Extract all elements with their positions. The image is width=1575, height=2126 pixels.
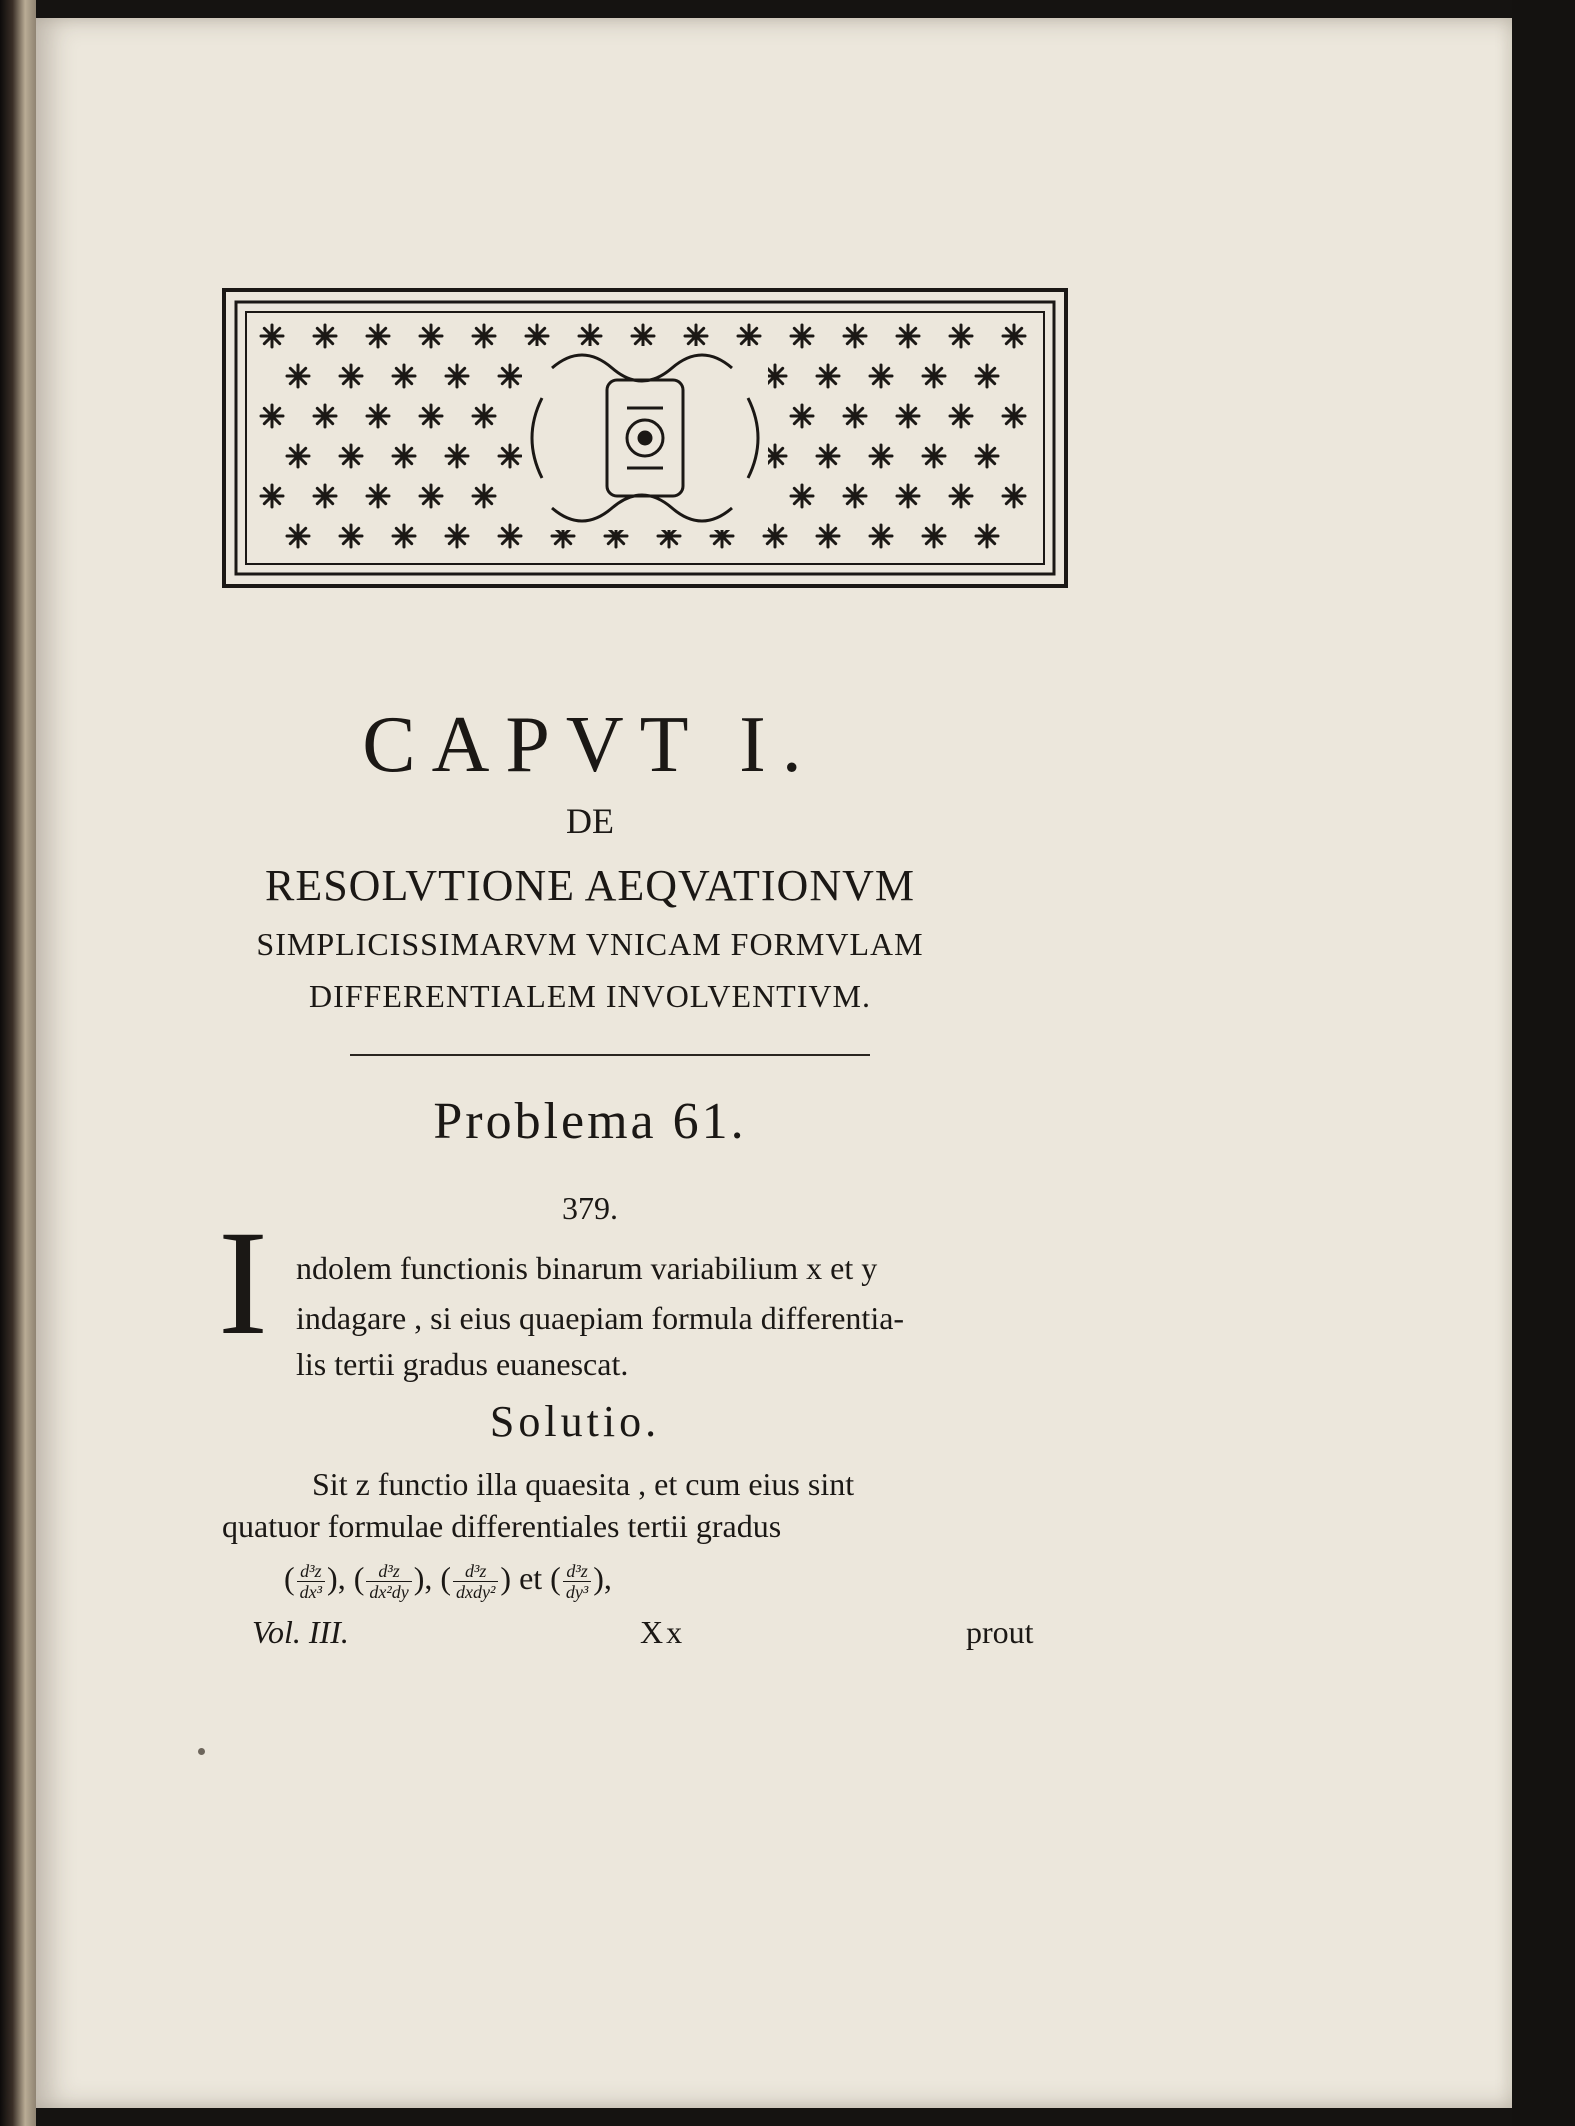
fraction-numerator: d³z [453,1561,498,1582]
fraction-numerator: d³z [563,1561,591,1582]
formula-fraction [453,1561,498,1602]
heading-line-3: DIFFERENTIALEM INVOLVENTIVM. [309,978,871,1014]
paragraph-line: ndolem functionis binarum variabilium x et y [296,1250,878,1286]
formula-connector: et [519,1560,543,1596]
formula-fraction [563,1561,591,1602]
paragraph-line: indagare , si eius quaepiam formula differentia- [296,1300,905,1336]
paragraph-line: lis tertii gradus euanescat. [296,1346,629,1382]
heading-de: DE [566,801,614,841]
heading-line-1: RESOLVTIONE AEQVATIONVM [264,861,916,910]
drop-cap: I [218,1200,268,1366]
heading-line-2: SIMPLICISSIMARVM VNICAM FORMVLAM [256,926,924,962]
footer-volume: Vol. III. [252,1614,349,1650]
formula-row: ( $\frac{\text{d³z}}{\text{dx³}}$ ), ( $\frac{\text{d³z}}{\text{dx²dy}}$ ), ( $\frac{\text{d³z}}{\text{dxdy²}}$ ) et ( $\frac{\text{d³z}}{\text{dy³}}$ ), [284,1560,612,1603]
fraction-numerator: d³z [366,1561,411,1582]
fraction-denominator: dy³ [565,1582,589,1603]
section-divider [350,1054,870,1056]
section-number: 379. [562,1190,618,1226]
chapter-title: CAPVT I. [362,701,818,789]
fraction-numerator: d³z [297,1561,325,1582]
fraction-denominator: dxdy² [456,1582,496,1603]
lattice-star-ornament-icon [222,288,1068,588]
book-gutter [0,0,36,2126]
paper-spot [198,1748,205,1755]
fraction-denominator: dx²dy [369,1582,409,1603]
solution-title: Solutio. [489,1397,661,1446]
formula-fraction [366,1561,411,1602]
background-strip [1512,0,1575,2126]
problem-title: Problema 61. [433,1093,747,1150]
paragraph-line: quatuor formulae differentiales tertii gradus [222,1508,782,1544]
fraction-denominator: dx³ [299,1582,323,1603]
footer-signature: Xx [640,1614,686,1650]
paragraph-line: Sit z functio illa quaesita , et cum eius sint [312,1466,855,1502]
footer-catchword: prout [966,1614,1034,1650]
formula-fraction [297,1561,325,1602]
